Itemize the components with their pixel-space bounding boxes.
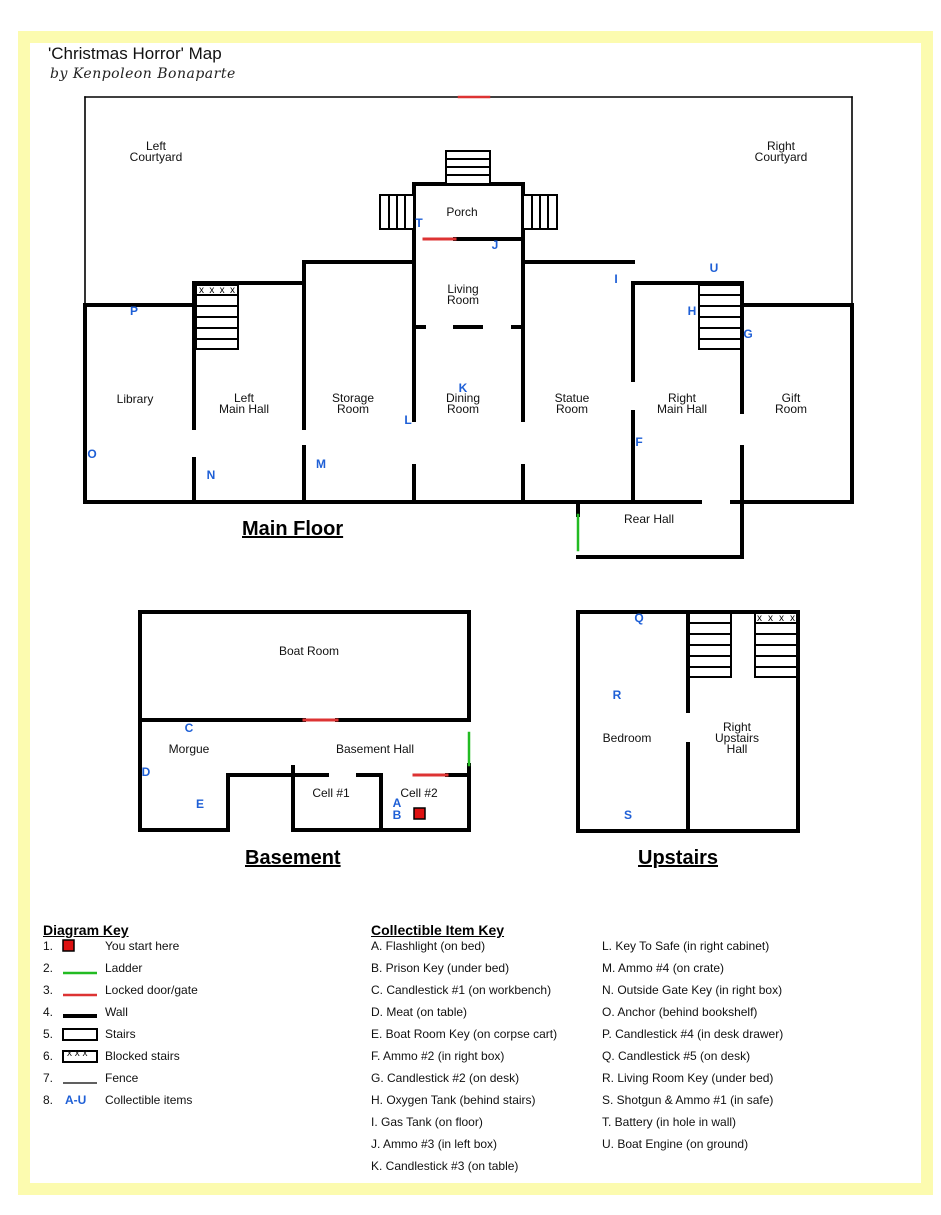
item-marker-m: M [316, 457, 326, 471]
room-label-gift-room: Gift Room [774, 391, 808, 416]
room-label-statue-room: Statue Room [554, 391, 590, 416]
item-key-entry: R. Living Room Key (under bed) [602, 1071, 774, 1085]
diagram-key-label: You start here [105, 939, 180, 953]
item-marker-b: B [392, 808, 402, 822]
item-marker-n: N [206, 468, 216, 482]
diagram-key-symbol-text: A-U [65, 1093, 87, 1107]
diagram-key-number: 7. [43, 1071, 54, 1085]
room-label-cell2: Cell #2 [400, 786, 438, 800]
item-marker-o: O [87, 447, 97, 461]
diagram-key-row [43, 1004, 293, 1020]
diagram-key-label: Ladder [105, 961, 143, 975]
item-marker-t: T [415, 216, 423, 230]
room-label-cell1: Cell #1 [312, 786, 350, 800]
diagram-key-row [43, 1070, 293, 1086]
room-label-basement-hall: Basement Hall [335, 742, 415, 756]
diagram-key-row [43, 1026, 293, 1042]
porch-stairs-left [380, 195, 414, 229]
item-key-entry: I. Gas Tank (on floor) [371, 1115, 483, 1129]
upstairs-plan [578, 612, 798, 831]
porch-stairs-top [446, 151, 490, 184]
item-marker-s: S [623, 808, 633, 822]
upstairs-stairs [689, 613, 731, 677]
blocked-stairs-mark: x x x x [757, 613, 795, 624]
room-label-storage-room: Storage Room [331, 391, 375, 416]
item-marker-c: C [184, 721, 194, 735]
item-marker-g: G [743, 327, 753, 341]
diagram-key-row [43, 960, 293, 976]
upstairs-title: Upstairs [638, 847, 719, 869]
item-marker-a: A [392, 796, 402, 810]
diagram-key-number: 8. [43, 1093, 54, 1107]
item-key-entry: J. Ammo #3 (in left box) [371, 1137, 498, 1151]
item-marker-u: U [709, 261, 719, 275]
room-label-boat-room: Boat Room [278, 644, 340, 658]
item-key-entry: B. Prison Key (under bed) [371, 961, 510, 975]
diagram-key-row [43, 1048, 293, 1064]
diagram-key-label: Locked door/gate [105, 983, 198, 997]
item-marker-r: R [612, 688, 622, 702]
item-key-entry: U. Boat Engine (on ground) [602, 1137, 749, 1151]
item-marker-k: K [458, 381, 468, 395]
room-label-porch: Porch [446, 205, 478, 219]
item-key-entry: S. Shotgun & Ammo #1 (in safe) [602, 1093, 774, 1107]
diagram-key-label: Blocked stairs [105, 1049, 180, 1063]
item-key-entry: G. Candlestick #2 (on desk) [371, 1071, 520, 1085]
item-key-title: Collectible Item Key [371, 922, 505, 938]
basement-title: Basement [245, 847, 341, 869]
item-key-entry: O. Anchor (behind bookshelf) [602, 1005, 758, 1019]
room-label-right-main-hall: Right Main Hall [656, 391, 708, 416]
item-marker-h: H [687, 304, 697, 318]
item-key-entry: P. Candlestick #4 (in desk drawer) [602, 1027, 784, 1041]
diagram-key-number: 6. [43, 1049, 54, 1063]
item-key-entry: Q. Candlestick #5 (on desk) [602, 1049, 751, 1063]
diagram-key-title: Diagram Key [43, 922, 129, 938]
item-marker-f: F [635, 435, 643, 449]
item-marker-p: P [129, 304, 139, 318]
diagram-key-label: Stairs [105, 1027, 136, 1041]
diagram-key-label: Wall [105, 1005, 128, 1019]
item-marker-q: Q [634, 611, 644, 625]
room-label-living-room: Living Room [446, 282, 480, 307]
diagram-key-label: Fence [105, 1071, 139, 1085]
diagram-key-row [43, 938, 293, 954]
item-key-entry: T. Battery (in hole in wall) [602, 1115, 737, 1129]
room-label-left-courtyard: Left Courtyard [129, 139, 183, 164]
porch-stairs-right [523, 195, 557, 229]
room-label-right-courtyard: Right Courtyard [754, 139, 808, 164]
blocked-stairs-mark: x x x x [199, 285, 235, 296]
item-marker-e: E [195, 797, 205, 811]
item-marker-d: D [141, 765, 151, 779]
item-key-entry: A. Flashlight (on bed) [371, 939, 486, 953]
item-key-entry: F. Ammo #2 (in right box) [371, 1049, 505, 1063]
item-key-entry: M. Ammo #4 (on crate) [602, 961, 725, 975]
item-marker-j: J [491, 238, 499, 252]
courtyard-fence [85, 97, 852, 305]
diagram-key-number: 2. [43, 961, 54, 975]
item-marker-l: L [404, 413, 412, 427]
item-key-entry: K. Candlestick #3 (on table) [371, 1159, 519, 1173]
room-label-morgue: Morgue [168, 742, 210, 756]
room-label-dining-room: Dining Room [445, 391, 481, 416]
item-marker-i: I [614, 272, 618, 286]
room-label-right-upstairs-hall: Right Upstairs Hall [714, 720, 760, 756]
diagram-key-number: 4. [43, 1005, 54, 1019]
diagram-key-row [43, 982, 293, 998]
item-key-entry: D. Meat (on table) [371, 1005, 468, 1019]
item-key-entry: L. Key To Safe (in right cabinet) [602, 939, 770, 953]
diagram-key-row [43, 1092, 293, 1108]
item-key-entry: C. Candlestick #1 (on workbench) [371, 983, 552, 997]
item-key-entry: E. Boat Room Key (on corpse cart) [371, 1027, 558, 1041]
map-title: 'Christmas Horror' Map [48, 44, 222, 63]
diagram-key-number: 1. [43, 939, 54, 953]
room-label-rear-hall: Rear Hall [623, 512, 675, 526]
start-marker [414, 808, 425, 819]
diagram-key-label: Collectible items [105, 1093, 193, 1107]
room-label-left-main-hall: Left Main Hall [218, 391, 270, 416]
diagram-key-number: 3. [43, 983, 54, 997]
room-label-bedroom: Bedroom [602, 731, 652, 745]
item-key-entry: H. Oxygen Tank (behind stairs) [371, 1093, 536, 1107]
main-floor-plan [85, 97, 852, 557]
item-key-entry: N. Outside Gate Key (in right box) [602, 983, 783, 997]
main-floor-walls [85, 184, 852, 557]
room-label-library: Library [116, 392, 154, 406]
diagram-key-symbol-text: x x x [67, 1048, 88, 1059]
map-byline: by Kenpoleon Bonaparte [50, 66, 236, 82]
right-main-hall-stairs [699, 285, 741, 349]
main-floor-title: Main Floor [242, 518, 344, 540]
diagram-key-number: 5. [43, 1027, 54, 1041]
